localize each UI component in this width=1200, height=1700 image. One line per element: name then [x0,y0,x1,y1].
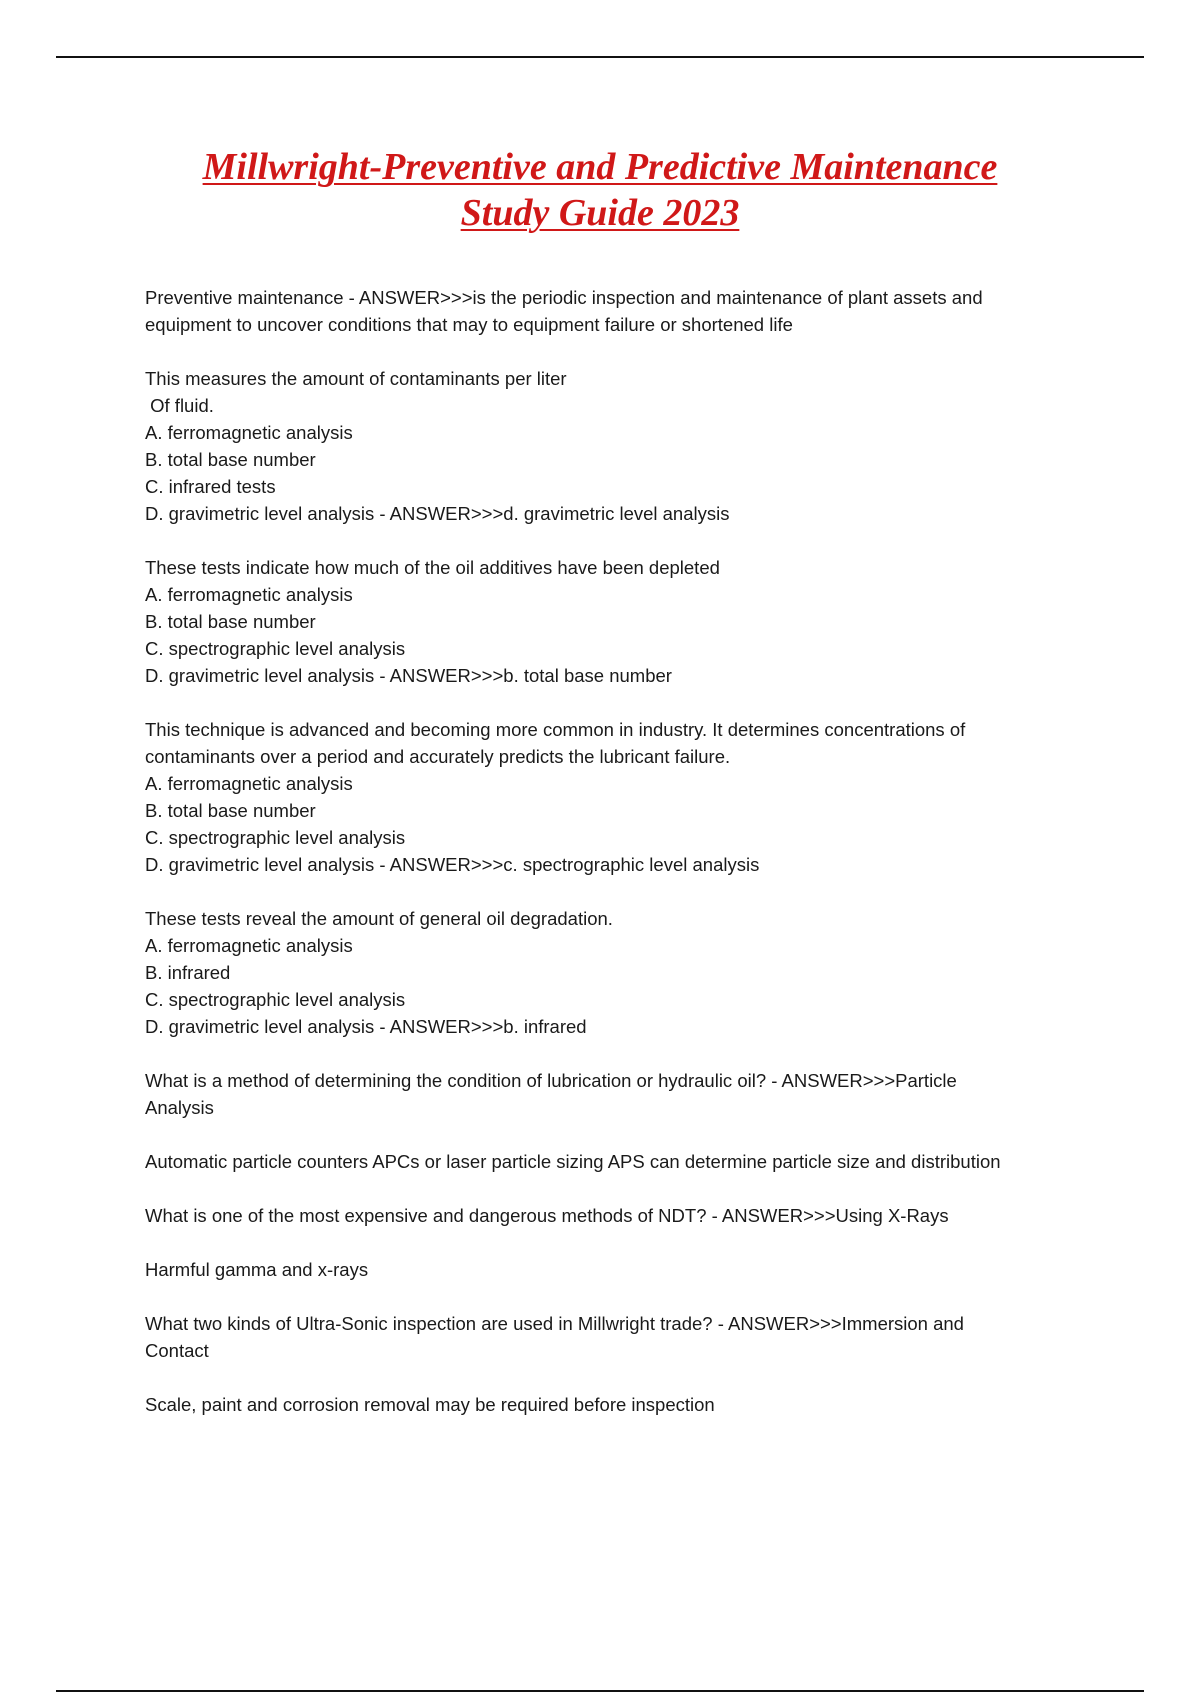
text-line: contaminants over a period and accurately predicts the lubricant failure. [145,746,731,767]
text-line: D. gravimetric level analysis - ANSWER>>>c. spectrographic level analysis [145,854,760,875]
qa-paragraph [145,1202,1095,1229]
document-title [0,144,1200,236]
text-line: C. infrared tests [145,476,276,497]
text-line: equipment to uncover conditions that may to equipment failure or shortened life [145,314,793,335]
text-line: D. gravimetric level analysis - ANSWER>>>d. gravimetric level analysis [145,503,730,524]
qa-paragraph [145,1310,1095,1364]
qa-paragraph [145,554,1095,689]
text-line: C. spectrographic level analysis [145,989,406,1010]
text-line: A. ferromagnetic analysis [145,935,353,956]
text-line: Harmful gamma and x-rays [145,1259,369,1280]
text-line: B. total base number [145,611,316,632]
text-line: C. spectrographic level analysis [145,827,406,848]
text-line: Automatic particle counters APCs or laser particle sizing APS can determine particle size and distribution [145,1151,1001,1172]
text-line: Preventive maintenance - ANSWER>>>is the periodic inspection and maintenance of plant assets and [145,287,983,308]
text-line: These tests reveal the amount of general oil degradation. [145,908,613,929]
text-line: Scale, paint and corrosion removal may be required before inspection [145,1394,715,1415]
text-line: This measures the amount of contaminants per liter [145,368,567,389]
text-line: B. total base number [145,449,316,470]
text-line: What is a method of determining the condition of lubrication or hydraulic oil? - ANSWER>>>Particle [145,1070,957,1091]
text-line: These tests indicate how much of the oil additives have been depleted [145,557,720,578]
qa-paragraph [145,1067,1095,1121]
qa-paragraph [145,716,1095,878]
qa-paragraph [145,284,1095,338]
text-line: Analysis [145,1097,214,1118]
text-line: D. gravimetric level analysis - ANSWER>>>b. total base number [145,665,672,686]
title-line-2: Study Guide 2023 [460,192,740,234]
text-line: A. ferromagnetic analysis [145,422,353,443]
qa-paragraph [145,365,1095,527]
text-line: This technique is advanced and becoming more common in industry. It determines concentrations of [145,719,966,740]
text-line: B. infrared [145,962,231,983]
qa-paragraph [145,1148,1095,1175]
text-line: B. total base number [145,800,316,821]
header-rule [56,56,1144,58]
text-line: A. ferromagnetic analysis [145,773,353,794]
document-body [145,284,1095,1445]
text-line: Contact [145,1340,209,1361]
text-line: What is one of the most expensive and dangerous methods of NDT? - ANSWER>>>Using X-Rays [145,1205,949,1226]
qa-paragraph [145,905,1095,1040]
text-line: C. spectrographic level analysis [145,638,406,659]
footer-rule [56,1690,1144,1692]
qa-paragraph [145,1391,1095,1418]
qa-paragraph [145,1256,1095,1283]
text-line: A. ferromagnetic analysis [145,584,353,605]
text-line: Of fluid. [145,395,214,416]
title-line-1: Millwright-Preventive and Predictive Maintenance [202,146,998,188]
text-line: D. gravimetric level analysis - ANSWER>>>b. infrared [145,1016,587,1037]
text-line: What two kinds of Ultra-Sonic inspection are used in Millwright trade? - ANSWER>>>Immersion and [145,1313,964,1334]
